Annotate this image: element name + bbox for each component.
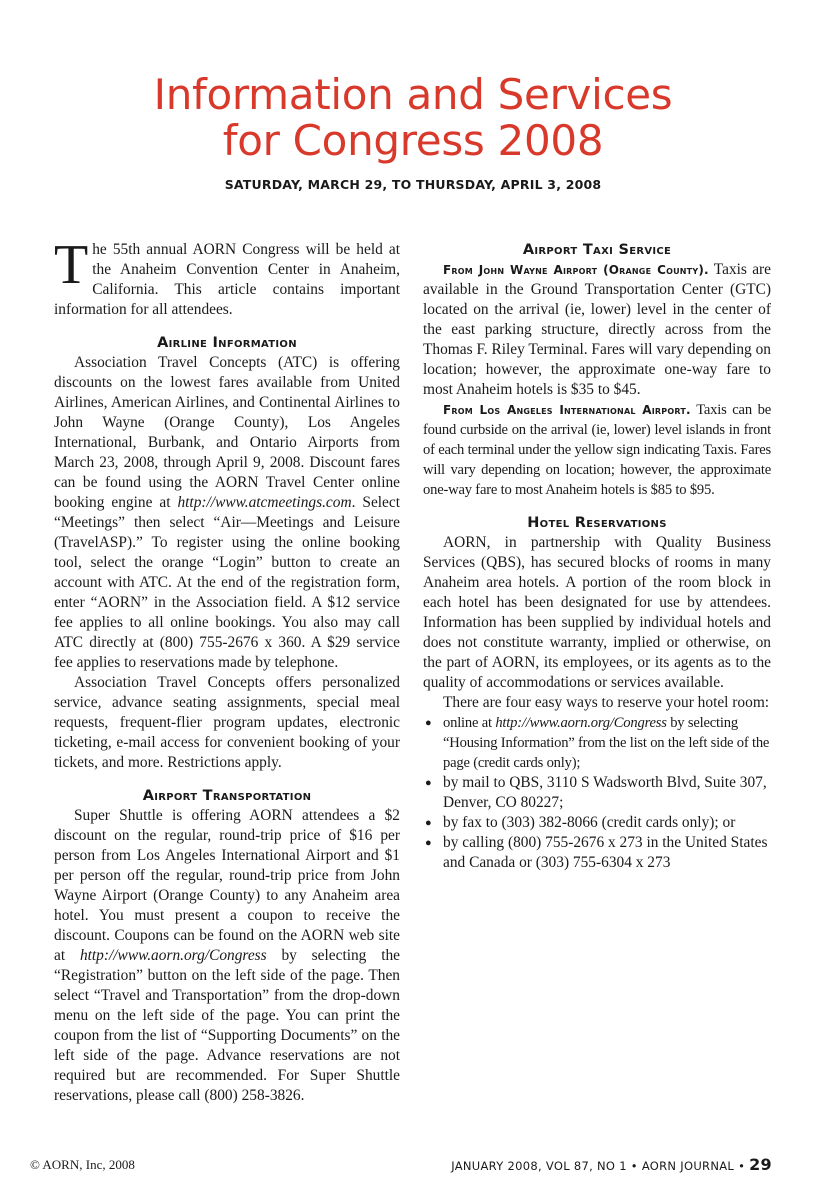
taxi-john-wayne-runin: From John Wayne Airport (Orange County). bbox=[443, 263, 709, 277]
journal-issue-footer bbox=[451, 1156, 772, 1175]
article-dates: SATURDAY, MARCH 29, TO THURSDAY, APRIL 3, 2008 bbox=[224, 177, 602, 192]
right-column bbox=[423, 240, 771, 873]
heading-hotel-reservations: Hotel Reservations bbox=[527, 515, 667, 531]
aorn-congress-link[interactable]: http://www.aorn.org/Congress bbox=[79, 947, 267, 964]
transportation-paragraph bbox=[54, 806, 400, 1106]
airline-paragraph-1 bbox=[54, 353, 400, 673]
taxi-john-wayne-text: Taxis are available in the Ground Transportation Center (GTC) located on the arrival (ie, lower) level in the center of the east parking structure, directly across from the Thomas F. Riley Terminal. Fares will vary depending on location; however, the approximate one-way fare to most Anaheim hotels is $35 to $45. bbox=[423, 261, 771, 398]
article-title bbox=[0, 72, 826, 164]
heading-airport-transportation: Airport Transportation bbox=[142, 788, 312, 804]
aorn-congress-housing-link[interactable]: http://www.aorn.org/Congress bbox=[495, 715, 667, 731]
airline-paragraph-2: Association Travel Concepts offers personalized service, advance seating assignments, special meal requests, frequent-flier program updates, electronic ticketing, e-mail access for convenient booking of your tickets, and more. Restrictions apply. bbox=[54, 674, 400, 771]
transportation-text-b: by selecting the “Registration” button on the left side of the page. Then select “Travel and Transportation” from the drop-down menu on the left side of the page. You can print the coupon from the list of “Supporting Documents” on the left side of the page. Advance reservations are not required but are recommended. For Super Shuttle reservations, please call (800) 258-3826. bbox=[54, 947, 400, 1104]
page-number: 29 bbox=[749, 1155, 772, 1174]
list-item: ● by mail to QBS, 3110 S Wadsworth Blvd, Suite 307, Denver, CO 80227; bbox=[423, 773, 771, 813]
drop-cap: T bbox=[54, 234, 89, 296]
transportation-text-a: Super Shuttle is offering AORN attendees a $2 discount on the regular, round-trip price of $16 per person from Los Angeles International Airport and $1 per person off the regular, round-trip price from John Wayne Airport (Orange County) to any Anaheim area hotel. You must present a coupon to receive the discount. Coupons can be found on the AORN web site at bbox=[54, 807, 400, 964]
intro-text: he 55th annual AORN Congress will be held at the Anaheim Convention Center in Anaheim, California. This article contains important information for all attendees. bbox=[54, 241, 400, 318]
taxi-lax-text: Taxis can be found curbside on the arrival (ie, lower) level islands in front of each terminal under the yellow sign indicating Taxis. Fares will vary depending on location; however, the approximate one-way fare to most Anaheim hotels is $85 to $95. bbox=[423, 402, 771, 498]
hotel-reservation-methods bbox=[423, 713, 771, 873]
bullet-online-text-b: by selecting “Housing Information” from the list on the left side of the page (credit cards only); bbox=[443, 715, 770, 771]
copyright-notice: © AORN, Inc, 2008 bbox=[30, 1157, 135, 1172]
list-item: ● by calling (800) 755-2676 x 273 in the United States and Canada or (303) 755-6304 x 273 bbox=[423, 833, 771, 873]
title-line-2: for Congress 2008 bbox=[222, 116, 604, 165]
list-item bbox=[423, 713, 771, 773]
heading-airport-taxi-service: Airport Taxi Service bbox=[522, 242, 672, 258]
bullet-online-text-a: online at bbox=[443, 715, 496, 731]
taxi-lax-paragraph bbox=[423, 400, 771, 500]
taxi-john-wayne-paragraph bbox=[423, 260, 771, 400]
issue-info: JANUARY 2008, VOL 87, NO 1 • AORN JOURNAL • bbox=[451, 1159, 746, 1173]
hotel-paragraph-1: AORN, in partnership with Quality Business Services (QBS), has secured blocks of rooms in many Anaheim area hotels. A portion of the room block in each hotel has been designated for use by attendees. Information has been supplied by individual hotels and does not constitute warranty, implied or otherwise, on the part of AORN, its employees, or its agents as to the quality of accommodations or services available. bbox=[423, 534, 771, 691]
airline-text-a: Association Travel Concepts (ATC) is offering discounts on the lowest fares available from United Airlines, American Airlines, and Continental Airlines to John Wayne (Orange County), Los Angeles International, Burbank, and Ontario Airports from March 23, 2008, through April 9, 2008. Discount fares can be found using the AORN Travel Center online booking engine at bbox=[54, 354, 400, 511]
heading-airline-information: Airline Information bbox=[157, 335, 297, 351]
list-item: ● by fax to (303) 382-8066 (credit cards only); or bbox=[423, 813, 771, 833]
hotel-paragraph-2: There are four easy ways to reserve your hotel room: bbox=[443, 694, 770, 711]
taxi-lax-runin: From Los Angeles International Airport. bbox=[443, 403, 691, 417]
intro-paragraph bbox=[54, 234, 400, 320]
left-column bbox=[54, 234, 400, 1106]
atc-meetings-link[interactable]: http://www.atcmeetings.com bbox=[177, 494, 352, 511]
airline-text-b: . Select “Meetings” then select “Air—Meetings and Leisure (TravelASP).” To register using the online booking tool, select the orange “Login” button to create an account with ATC. At the end of the registration form, enter “AORN” in the Association field. A $12 service fee applies to all online bookings. You also may call ATC directly at (800) 755-2676 x 360. A $29 service fee applies to reservations made by telephone. bbox=[54, 494, 400, 671]
title-line-1: Information and Services bbox=[153, 70, 673, 119]
